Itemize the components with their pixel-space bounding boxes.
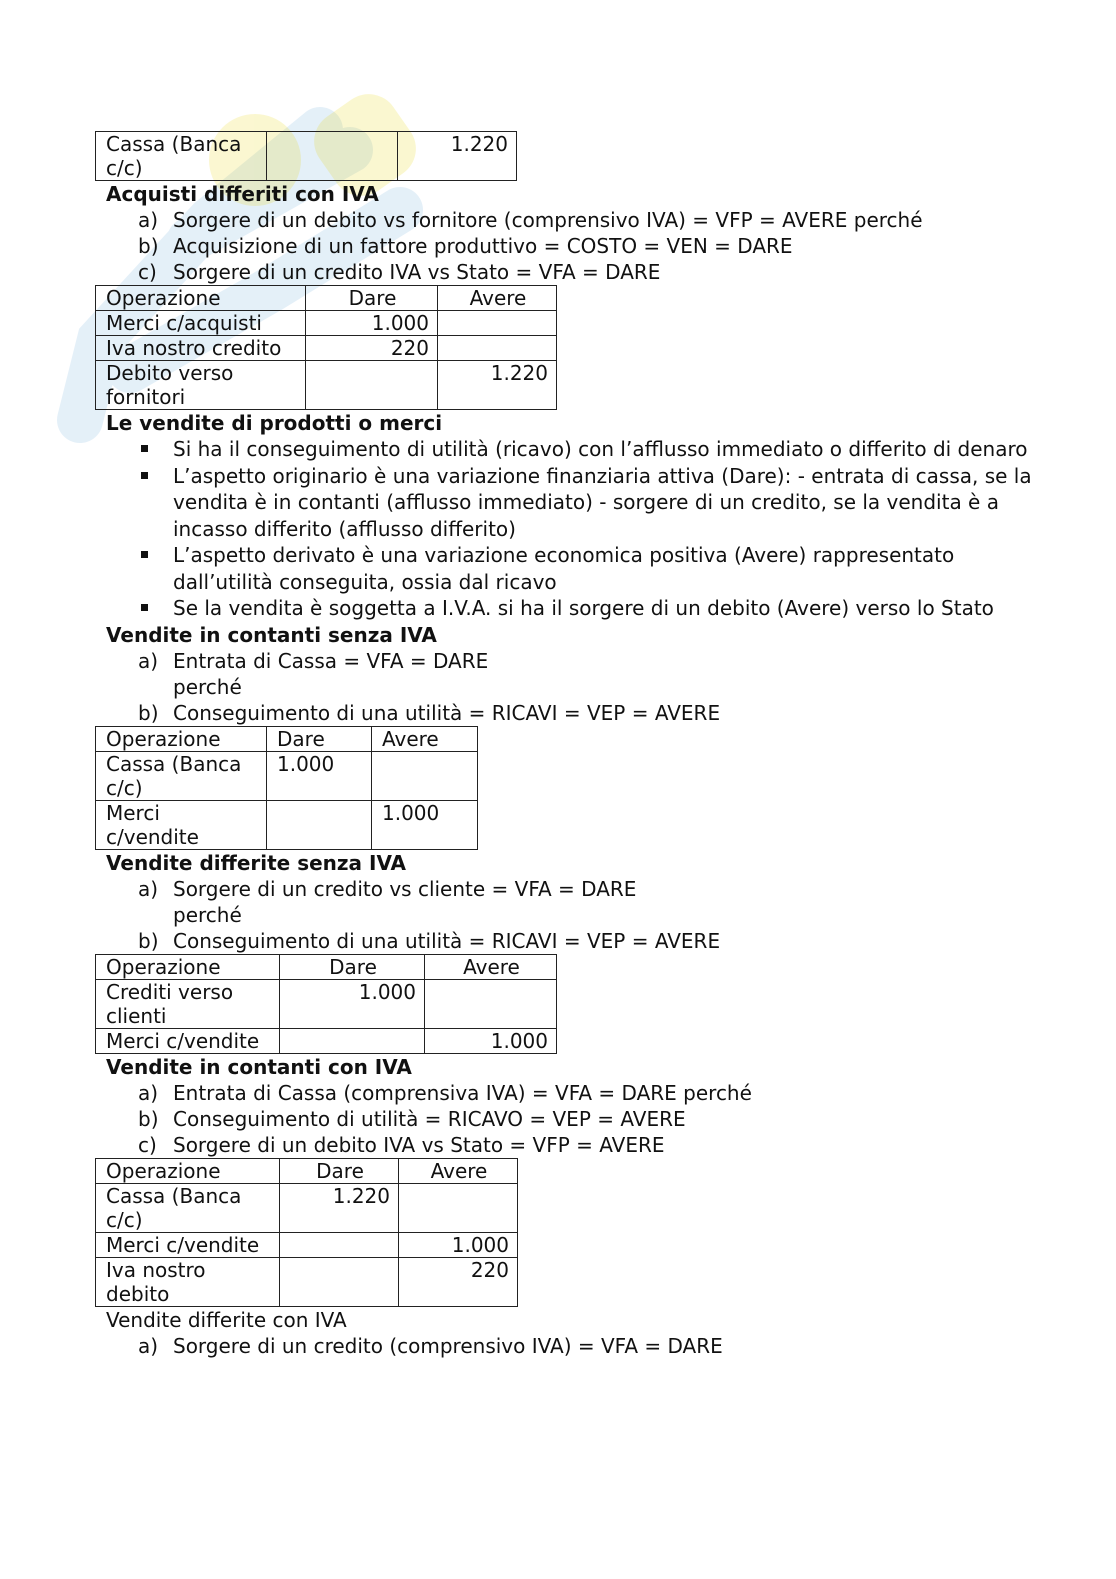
table-header: Dare	[306, 286, 438, 311]
item-text: Conseguimento di utilità = RICAVO = VEP = AVERE	[173, 1106, 686, 1131]
table-header-row	[96, 726, 478, 751]
list-item	[95, 259, 1055, 285]
item-list	[95, 876, 1055, 954]
table-cell	[280, 1028, 425, 1053]
table-row	[96, 800, 478, 849]
item-marker: b)	[138, 1106, 159, 1131]
section-heading: Vendite differite con IVA	[106, 1307, 347, 1332]
square-bullet-icon	[141, 472, 148, 479]
list-item	[95, 648, 1055, 700]
table-cell	[267, 800, 372, 849]
table-cell: 220	[399, 1257, 518, 1306]
table-cell	[438, 311, 557, 336]
table-header-row	[96, 286, 557, 311]
table-row	[96, 361, 557, 410]
table-header: Avere	[438, 286, 557, 311]
table-row	[96, 311, 557, 336]
list-item	[95, 928, 1055, 954]
vendite-contanti-table	[95, 726, 478, 850]
table-header: Avere	[425, 954, 557, 979]
table-cell: 1.220	[280, 1183, 399, 1232]
table-header: Dare	[280, 1158, 399, 1183]
table-row	[96, 751, 478, 800]
table-row	[96, 132, 517, 181]
table-cell	[372, 751, 478, 800]
table-cell: 1.000	[280, 979, 425, 1028]
table-row	[96, 1183, 518, 1232]
bullet-list	[95, 436, 1055, 622]
table-row	[96, 336, 557, 361]
table-cell: 1.000	[425, 1028, 557, 1053]
table-cell: 1.220	[438, 361, 557, 410]
table-cell: 1.000	[372, 800, 478, 849]
list-item	[95, 700, 1055, 726]
table-cell: Merci c/vendite	[96, 800, 267, 849]
table-cell: Crediti verso clienti	[96, 979, 280, 1028]
item-text: Conseguimento di una utilità = RICAVI = VEP = AVERE	[173, 700, 721, 725]
table-cell: Merci c/vendite	[96, 1232, 280, 1257]
table-cell: Merci c/vendite	[96, 1028, 280, 1053]
table-cell: 220	[306, 336, 438, 361]
item-marker: b)	[138, 234, 159, 258]
table-header: Operazione	[96, 954, 280, 979]
table-cell: Cassa (Banca c/c)	[96, 751, 267, 800]
item-text: Se la vendita è soggetta a I.V.A. si ha il sorgere di un debito (Avere) verso lo Stato	[173, 596, 994, 620]
table-cell: Cassa (Banca c/c)	[96, 1183, 280, 1232]
item-text: Conseguimento di una utilità = RICAVI = VEP = AVERE	[173, 928, 721, 953]
item-marker: c)	[138, 260, 157, 284]
item-marker: a)	[138, 648, 159, 673]
item-marker: a)	[138, 208, 159, 232]
item-text: Sorgere di un debito vs fornitore (comprensivo IVA) = VFP = AVERE perché	[173, 208, 923, 232]
item-marker: a)	[138, 876, 159, 901]
vendite-contanti-iva-table	[95, 1158, 518, 1307]
table-header-row	[96, 954, 557, 979]
item-text: Entrata di Cassa = VFA = DARE perché	[173, 648, 489, 699]
section-heading: Vendite in contanti senza IVA	[106, 622, 437, 647]
square-bullet-icon	[141, 604, 148, 611]
list-item	[95, 595, 1055, 622]
table-cell: 1.000	[399, 1232, 518, 1257]
item-text: Acquisizione di un fattore produttivo = COSTO = VEN = DARE	[173, 234, 793, 258]
table-cell: Debito verso fornitori	[96, 361, 306, 410]
vendite-differite-table	[95, 954, 557, 1054]
table-cell	[280, 1257, 399, 1306]
table-cell: 1.220	[398, 132, 517, 181]
table-cell	[399, 1183, 518, 1232]
table-header: Dare	[280, 954, 425, 979]
table-cell: Iva nostro credito	[96, 336, 306, 361]
table-header: Dare	[267, 726, 372, 751]
table-row	[96, 1028, 557, 1053]
item-list	[95, 1333, 1055, 1359]
list-item	[95, 1106, 1055, 1132]
item-list	[95, 1080, 1055, 1158]
table-header: Avere	[399, 1158, 518, 1183]
item-list	[95, 207, 1055, 285]
item-marker: b)	[138, 928, 159, 953]
item-text: Entrata di Cassa (comprensiva IVA) = VFA = DARE perché	[173, 1080, 752, 1105]
item-text: L’aspetto derivato è una variazione economica positiva (Avere) rappresentato dall’utilità conseguita, ossia dal ricavo	[173, 543, 955, 594]
table-row	[96, 1232, 518, 1257]
item-list	[95, 648, 1055, 726]
section-heading: Le vendite di prodotti o merci	[106, 411, 443, 435]
list-item	[95, 463, 1055, 543]
item-marker: c)	[138, 1132, 157, 1157]
table-cell	[438, 336, 557, 361]
table-cell	[306, 361, 438, 410]
section-heading: Acquisti differiti con IVA	[106, 182, 379, 206]
table-header: Avere	[372, 726, 478, 751]
table-cell: 1.000	[267, 751, 372, 800]
list-item	[95, 233, 1055, 259]
item-text: L’aspetto originario è una variazione finanziaria attiva (Dare): - entrata di cassa, se la vendita è in contanti (afflusso immediato) - sorgere di un credito, se la vendita è a incasso differito (afflusso differito)	[173, 463, 1032, 541]
square-bullet-icon	[141, 551, 148, 558]
table-header: Operazione	[96, 286, 306, 311]
item-marker: a)	[138, 1333, 159, 1358]
list-item	[95, 1333, 1055, 1359]
table-cell: Merci c/acquisti	[96, 311, 306, 336]
acquisti-iva-table	[95, 285, 557, 410]
item-text: Sorgere di un credito IVA vs Stato = VFA = DARE	[173, 260, 661, 284]
item-text: Sorgere di un credito vs cliente = VFA = DARE perché	[173, 876, 637, 927]
table-cell: 1.000	[306, 311, 438, 336]
table-header: Operazione	[96, 726, 267, 751]
table-cell	[280, 1232, 399, 1257]
list-item	[95, 207, 1055, 233]
square-bullet-icon	[141, 445, 148, 452]
table-header: Operazione	[96, 1158, 280, 1183]
list-item	[95, 1132, 1055, 1158]
section-heading: Vendite differite senza IVA	[106, 850, 407, 875]
item-text: Sorgere di un debito IVA vs Stato = VFP = AVERE	[173, 1132, 665, 1157]
table-cell: Iva nostro debito	[96, 1257, 280, 1306]
table-cell	[425, 979, 557, 1028]
item-marker: b)	[138, 700, 159, 725]
list-item	[95, 542, 1055, 595]
list-item	[95, 1080, 1055, 1106]
table-cell	[267, 132, 398, 181]
section-heading: Vendite in contanti con IVA	[106, 1054, 412, 1079]
item-marker: a)	[138, 1080, 159, 1105]
table-header-row	[96, 1158, 518, 1183]
list-item	[95, 876, 1055, 928]
item-text: Si ha il conseguimento di utilità (ricavo) con l’afflusso immediato o differito di denaro	[173, 437, 1028, 461]
table-row	[96, 979, 557, 1028]
list-item	[95, 436, 1055, 463]
item-text: Sorgere di un credito (comprensivo IVA) = VFA = DARE	[173, 1333, 723, 1358]
cassa-table-fragment	[95, 131, 517, 181]
table-cell: Cassa (Banca c/c)	[96, 132, 267, 181]
table-row	[96, 1257, 518, 1306]
